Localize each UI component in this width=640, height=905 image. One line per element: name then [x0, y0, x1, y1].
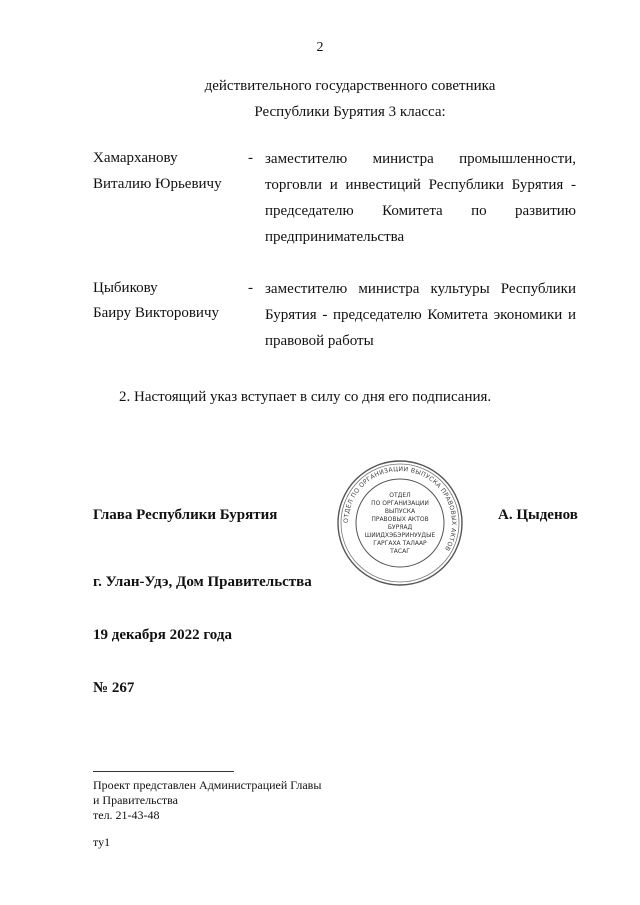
seal-ring-text: ОТДЕЛ ПО ОРГАНИЗАЦИИ ВЫПУСКА ПРАВОВЫХ АКТОВ [342, 465, 458, 553]
seal-line-3: ВЫПУСКА [384, 508, 416, 515]
signatory-name: А. Цыденов [498, 507, 578, 523]
appointee-1-surname: Хамарханову [93, 150, 178, 166]
appointee-1-position: заместителю министра промышленности, торговли и инвестиций Республики Бурятия - председателю Комитета по развитию предпринимательства [265, 151, 576, 245]
decree-number: № 267 [93, 680, 135, 696]
official-seal [336, 459, 464, 587]
heading-line-1: действительного государственного советника [204, 78, 496, 94]
seal-line-1: ОТДЕЛ [389, 492, 411, 499]
footnote-line-3: тел. 21-43-48 [93, 808, 160, 822]
clause-2: 2. Настоящий указ вступает в силу со дня его подписания. [119, 389, 492, 405]
seal-line-7: ГАРГАХА ТАЛААР [373, 540, 427, 547]
signatory-title: Глава Республики Бурятия [93, 507, 278, 523]
appointee-2-surname: Цыбикову [93, 280, 158, 296]
appointee-2-dash: - [248, 280, 253, 296]
appointee-1-dash: - [248, 150, 253, 166]
footnote-line-2: и Правительства [93, 793, 178, 807]
executor-initials: ту1 [93, 835, 111, 849]
appointee-2-position: заместителю министра культуры Республики Бурятия - председателю Комитета экономики и правовой работы [265, 281, 576, 349]
seal-line-6: ШИИДХЭБЭРИНУУДЫЕ [364, 532, 436, 539]
decree-date: 19 декабря 2022 года [93, 627, 232, 643]
seal-line-4: ПРАВОВЫХ АКТОВ [371, 516, 429, 523]
seal-line-5: БУРЯАД [387, 524, 413, 531]
place-of-signing: г. Улан-Удэ, Дом Правительства [93, 574, 312, 590]
footnote-divider [93, 771, 234, 772]
footnote-line-1: Проект представлен Администрацией Главы [93, 778, 322, 792]
appointee-1-given: Виталию Юрьевичу [93, 176, 222, 192]
appointee-2-given: Баиру Викторовичу [93, 305, 219, 321]
heading-line-2: Республики Бурятия 3 класса: [254, 104, 446, 120]
seal-graphic [336, 459, 464, 587]
seal-line-2: ПО ОРГАНИЗАЦИИ [371, 500, 429, 507]
page-number: 2 [316, 40, 324, 55]
seal-line-8: ТАСАГ [390, 548, 410, 555]
